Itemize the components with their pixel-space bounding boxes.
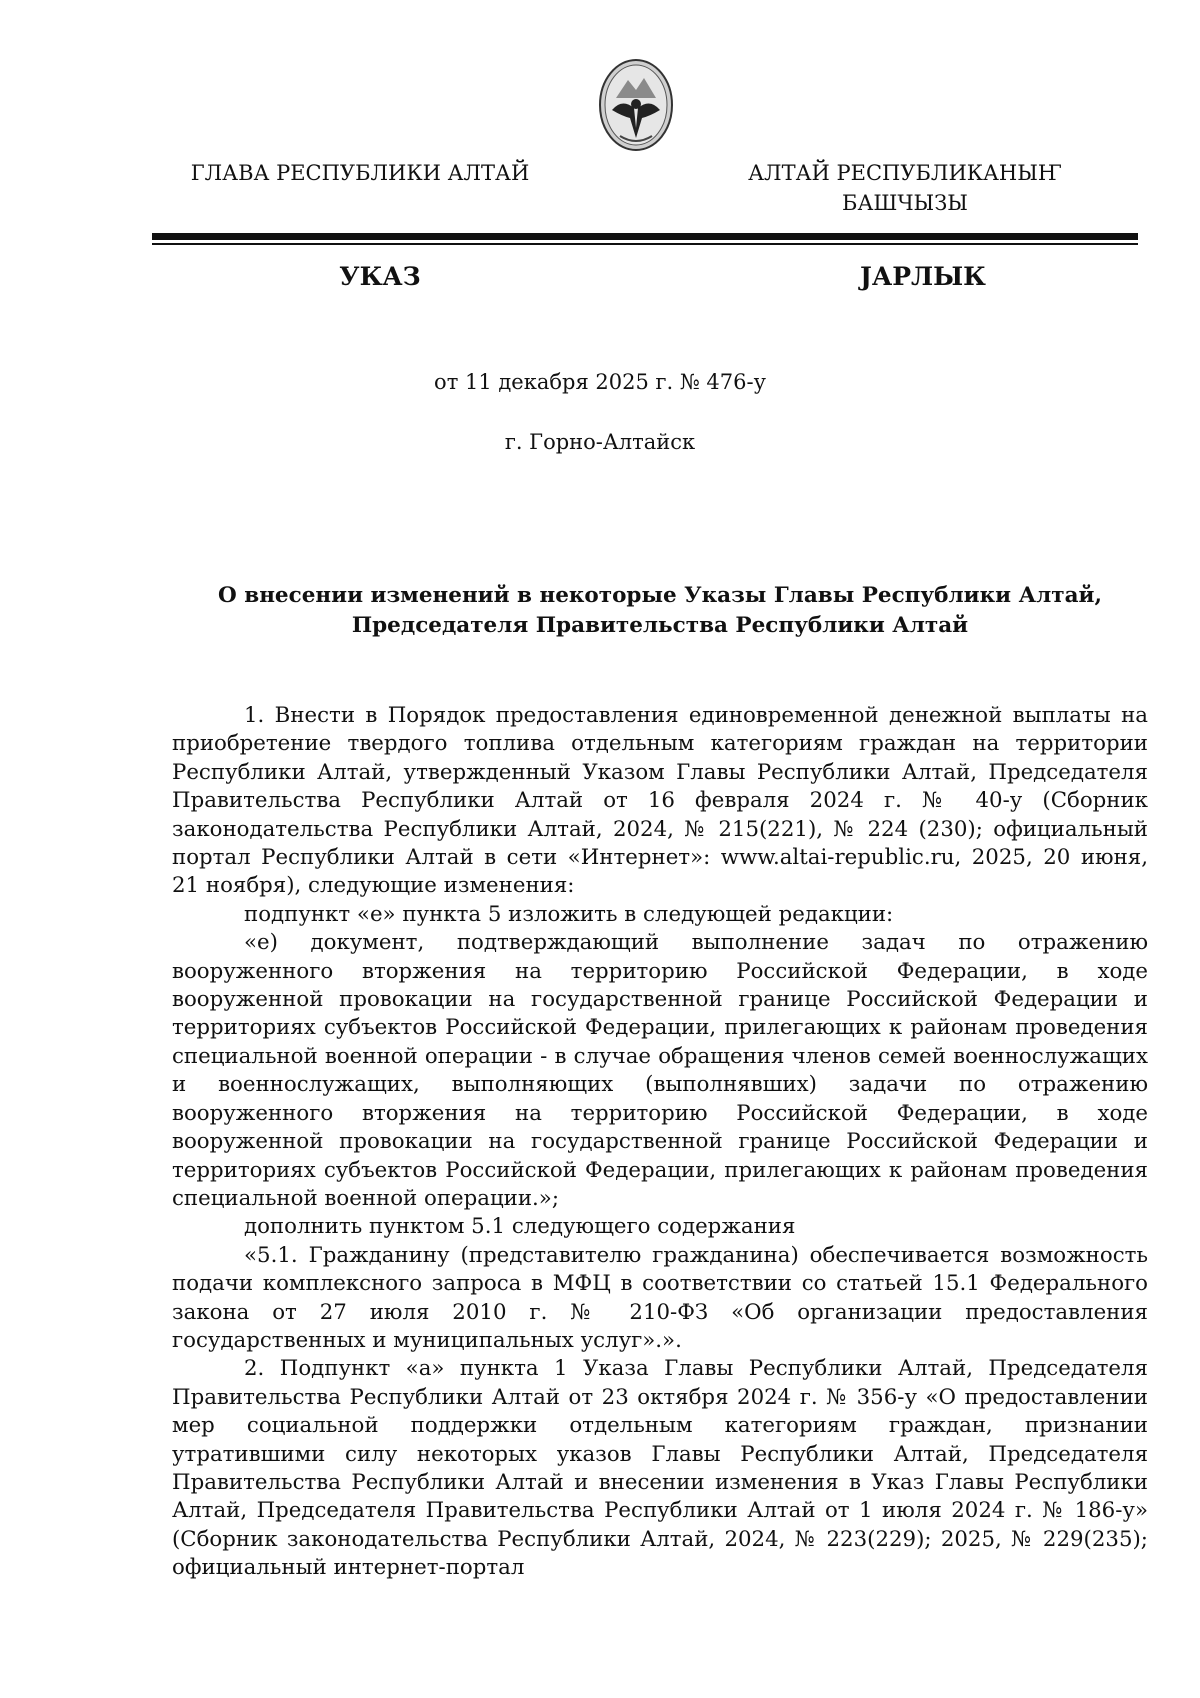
header-divider-thick: [152, 233, 1138, 240]
body-paragraph: 1. Внести в Порядок предоставления единовременной денежной выплаты на приобретение твердого топлива отдельным категориям граждан на территории Республики Алтай, утвержденный Указом Главы Республики Алтай, Председателя Правительства Республики Алтай от 16 февраля 2024 г. № 40-у (Сборник законодательства Республики Алтай, 2024, № 215(221), № 224 (230); официальный портал Республики Алтай в сети «Интернет»: www.altai-republic.ru, 2025, 20 июня, 21 ноября), следующие изменения:: [172, 703, 1148, 899]
issuer-name-altai: [730, 158, 1080, 218]
document-type-russian: УКАЗ: [339, 262, 421, 291]
document-body: [172, 702, 1148, 1583]
body-paragraph: подпункт «е» пункта 5 изложить в следующей редакции:: [244, 901, 894, 927]
header-divider-thin: [152, 243, 1138, 245]
body-paragraph: дополнить пунктом 5.1 следующего содержания: [244, 1214, 796, 1240]
document-city: г. Горно-Алтайск: [504, 430, 696, 454]
document-type-altai: ЈАРЛЫК: [860, 262, 986, 291]
body-paragraph: «5.1. Гражданину (представителю гражданина) обеспечивается возможность подачи комплексного запроса в МФЦ в соответствии со статьей 15.1 Федерального закона от 27 июля 2010 г. № 210-ФЗ «Об организации предоставления государственных и муниципальных услуг».».: [172, 1242, 1148, 1353]
issuer-name-altai-line2: БАШЧЫЗЫ: [842, 191, 968, 215]
coat-of-arms-emblem-icon: [598, 58, 674, 152]
body-paragraph: 2. Подпункт «а» пункта 1 Указа Главы Республики Алтай, Председателя Правительства Республики Алтай от 23 октября 2024 г. № 356-у «О предоставлении мер социальной поддержки отдельным категориям граждан, признании утратившими силу некоторых указов Главы Республики Алтай, Председателя Правительства Республики Алтай и внесении изменения в Указ Главы Республики Алтай, Председателя Правительства Республики Алтай от 1 июля 2024 г. № 186-у» (Сборник законодательства Республики Алтай, 2024, № 223(229); 2025, № 229(235); официальный интернет-портал: [172, 1356, 1148, 1581]
issuer-name-altai-line1: АЛТАЙ РЕСПУБЛИКАНЫҤ: [748, 161, 1062, 185]
document-title: О внесении изменений в некоторые Указы Главы Республики Алтай, Председателя Правительства Республики Алтай: [218, 583, 1102, 638]
body-paragraph: «е) документ, подтверждающий выполнение задач по отражению вооруженного вторжения на территорию Российской Федерации, в ходе вооруженной провокации на государственной границе Российской Федерации и территориях субъектов Российской Федерации, прилегающих к районам проведения специальной военной операции - в случае обращения членов семей военнослужащих и военнослужащих, выполняющих (выполнявших) задачи по отражению вооруженного вторжения на территорию Российской Федерации, в ходе вооруженной провокации на государственной границе Российской Федерации и территориях субъектов Российской Федерации, прилегающих к районам проведения специальной военной операции.»;: [172, 930, 1148, 1211]
document-date-number: от 11 декабря 2025 г. № 476-у: [434, 370, 766, 394]
issuer-name-russian: ГЛАВА РЕСПУБЛИКИ АЛТАЙ: [190, 161, 530, 185]
